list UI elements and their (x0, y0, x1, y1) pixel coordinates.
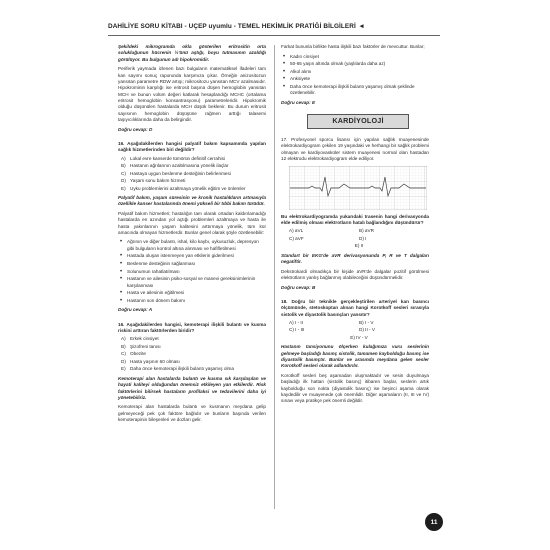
question-16-palliative-options (118, 156, 266, 192)
question-17-stem: 17. Profesyonel sporcu lisansı için yapılan sağlık muayenesinde elektrokardiyogram çekilen 19 yaşındaki ve herhangi bir sağlık problemi olmayan ve kardiyovasküler sistem muayenesi normal olan hastadan 12 elektrodu elektrokardiyogram elde ediliyor. (281, 137, 429, 162)
palliative-list (118, 239, 266, 304)
list-item: • Hastanın son dönem bakımı (118, 298, 266, 304)
question-16-nausea: 16. Aşağıdakilerden hangisi, kemoterapi ilişkili bulantı ve kusma riskini arttıran faktörlerden biridir? (118, 321, 266, 333)
option-b[interactable]: B) aVR (359, 228, 374, 234)
ecg-strip-image (289, 166, 427, 210)
option-a[interactable]: A) Erkek cinsiyet (121, 336, 159, 342)
option-d[interactable]: D) I (359, 235, 367, 241)
list-item: • Ağrının ve diğer bulantı, ishal, kilo kaybı, uykusuzluk, depresyon gibi bulguların kontrol altına alınması ve hafifletilmesi (118, 239, 266, 252)
option-b[interactable]: B) I - V (359, 319, 374, 325)
list-item: • Hastada oluşan istenmeyen yan etkilerin giderilmesi (118, 253, 266, 259)
question-16-nausea-options (118, 336, 266, 372)
header-rule (108, 35, 440, 36)
right-column (281, 44, 429, 408)
ecg-paragraph: Dekstrokardi olmadıkça bir kişide aVR'de dalgalar pozitif görülmesi elektrotların yanlış bağlanmış olabileceğini düşündürmelidir. (281, 268, 429, 280)
list-item: • Alkol alımı (281, 69, 429, 75)
list-item: • Hasta ve ailesinin eğitilmesi (118, 290, 266, 296)
option-e[interactable]: E) IV - V (350, 334, 368, 340)
intro-explanation: Şekildeki mikrogramda okla gösterilen eritrositin orta solukluğunun hücrenin ½'ünü aştığı, boyu tutmasının azaldığı görülüyor. Bu bulgunun adı hipokromidir. (118, 44, 266, 62)
list-item: • Daha önce kemoterapi ilişkili bulantı yaşamış olmak şeklinde özetlenebilir. (281, 84, 429, 97)
running-header (108, 19, 463, 33)
answer-e: Doğru cevap: E (281, 99, 316, 105)
hypochromia-paragraph: Periferik yaymada izlenen bazı bulguların matematiksel ifadeleri tam kan sayımı sonuç raporunda karşımıza çıkar. Örneğin anizositozun yansıtan parametre RDW artışı; mikrositozu yansıtan MCV azalmasıdır. Hipokrominin karşılığı ise eritrosit başına düşen hemoglobin yansıtan MCH ve bunun volüm değeri katlarak hesaplandığı MCHC (ortalama eritrosit hemoglobin konsantrasyonu) parametreleridir. Hipokromik olduğu düşünülen hastalarda MCH düşük beklenir. Bu durum eritrosit sayısının hemoglobin düşüşüne rağmen arttığı talasemi taşıyıcılıklarında daha da belirgindir. (118, 66, 266, 122)
palliative-paragraph: Palyatif bakım hizmetleri; hastalığın tam olarak ortadan kaldırılamadığı hastalarda en azından yol açtığı problemleri azaltmaya ve hasta ile hasta yakınlarının yaşam kalitesini arttırmaya yönelik, tüm kür amacında olmayan hizmetlerdir. Bunlar genel olarak şöyle özetlenebilir: (118, 210, 266, 235)
option-a[interactable]: A) aVL (289, 228, 304, 234)
option-e[interactable]: E) Uyku problemlerini azaltmaya yönelik eğitim ve önlemler (121, 185, 246, 191)
option-c[interactable]: C) Obezite (121, 351, 146, 357)
list-item: • Kadın cinsiyet (281, 54, 429, 60)
palliative-explanation: Palyatif bakım, yaşam süresinin ve kronik hastalıkların artmasıyla özellikle kanser hastalarında önemi yükseli bir tıbbi bakım türüdür. (118, 195, 266, 207)
list-item: • Hastanın ve ailesinin psiko-sosyal ve manevi gereksinimlerinin karşılanması (118, 276, 266, 289)
option-e[interactable]: E) Daha önce kemoterapi ilişkili bulantı yaşamış olma (121, 366, 234, 372)
left-column (118, 44, 266, 427)
question-16-palliative: 16. Aşağıdakilerden hangisi palyatif bakım kapsamında yapılan sağlık hizmetlerinden biri değildir? (118, 140, 266, 153)
option-d[interactable]: D) Yaşam sonu bakım hizmeti (121, 178, 186, 184)
page-number-badge (425, 513, 443, 531)
option-c[interactable]: C) aVF (289, 235, 304, 241)
option-e[interactable]: E) II (354, 243, 364, 249)
answer-a: Doğru cevap: A (118, 307, 153, 313)
header-title: DAHİLİYE SORU KİTABI - UÇEP uyumlu - TEMEL HEKİMLİK PRATİĞİ BİLGİLERİ (108, 22, 356, 30)
nausea-paragraph: Kemoterapi alan hastalarda bulantı ve kusmanın meydana gelip gelmeyeceği pek çok faktöre bağlıdır ve bunların başında verilen kemoterapinin bileşenleri ve dozları gelir. (118, 404, 266, 423)
nausea-explanation: Kemoterapi alan hastalarda bulantı ve kusma sık karşılaşılan ve hayati kaliteyi olduğundan önemsiz etkileyen yan etkilerdir. Risk faktörlerini bilirsek hastaların profilaksi ve tedavilerini daha iyi yönetebiliriz. (118, 375, 266, 400)
header-arrow-icon: ◂ (359, 23, 364, 30)
list-item: • 50-65 yaşın altında olmak (yaşlılarda daha az) (281, 61, 429, 67)
question-17-options (289, 228, 429, 249)
risk-factors-list (281, 54, 429, 97)
answer-d: Doğru cevap: D (118, 126, 153, 132)
option-d[interactable]: D) Hasta yaşının 60 olması (121, 358, 180, 364)
list-item: • Anksiyete (281, 76, 429, 82)
ecg-explanation: Standart bir EKG'de aVR derivasyonunda P, R ve T dalgaları negatiftir. (281, 252, 429, 265)
option-c[interactable]: C) I - III (289, 327, 305, 333)
option-b[interactable]: B) Hastanın ağrılarının azaltılmasına yönelik ilaçlar (121, 163, 229, 169)
option-b[interactable]: B) Şizofreni tanısı (121, 343, 161, 349)
page-number: 11 (430, 518, 438, 526)
column-divider (274, 45, 275, 509)
option-c[interactable]: C) Hastaya uygun beslenme desteğinin belirlenmesi (121, 170, 231, 176)
question-18-options (289, 320, 429, 341)
option-d[interactable]: D) II - V (359, 327, 375, 333)
korotkoff-paragraph: Korotkoff sesleri beş aşamadan oluşmaktadır ve sesin duyulmaya başladığı ilk hattan (sistolik basınç) itibaren başlar, seslerin artık kaybolduğu son nokta (diyastolik basınç) ise beşinci aşama olarak kaydedilir ve muayenede çok önemlidir. Diğer aşamaların (II, III ve IV) sınavı veya pratikçe pek önemli değildir. (281, 372, 429, 404)
answer-b: Doğru cevap: B (281, 284, 316, 290)
risk-factors-intro: Farkat bununla birlikte hasta ilişkili bazı faktörler de mevcuttur. Bunlar; (281, 44, 425, 49)
question-18-stem: 18. Doğru bir teknikle gerçekleştirilen arteriyel kan basıncı ölçümünde, stetoskoptan alınan hangi Korotkoff sesleri sırasıyla sistolik ve diyastolik basınçları yansıtır? (281, 298, 429, 317)
list-item: • Solunumun rahatlatılması (118, 269, 266, 275)
section-title: KARDİYOLOJİ (332, 116, 384, 126)
question-17-ask: Bu elektrokardiyogramda yukarıdaki trasenin hangi derivasyonda elde edilmiş olması elektrotların hatalı bağlandığını düşündürür? (281, 213, 429, 226)
korotkoff-explanation: Hastanın tansiyonunu ölçerken kulağımıza vuru seslerinin gelmeye başladığı basınç sistolik, tamamen kaybolduğu basınç ise diyastolik basınçtır. Bunlar ve arasında meydana gelen sesler Korotkoff sesleri olarak adlandırılır. (281, 344, 429, 369)
section-heading-cardiology (307, 114, 409, 129)
option-a[interactable]: A) Lokal evre kanserde tümörün definitif cerrahisi (121, 155, 225, 161)
option-a[interactable]: A) I - II (289, 319, 303, 325)
list-item: • Beslenme desteğinin sağlanması (118, 261, 266, 267)
